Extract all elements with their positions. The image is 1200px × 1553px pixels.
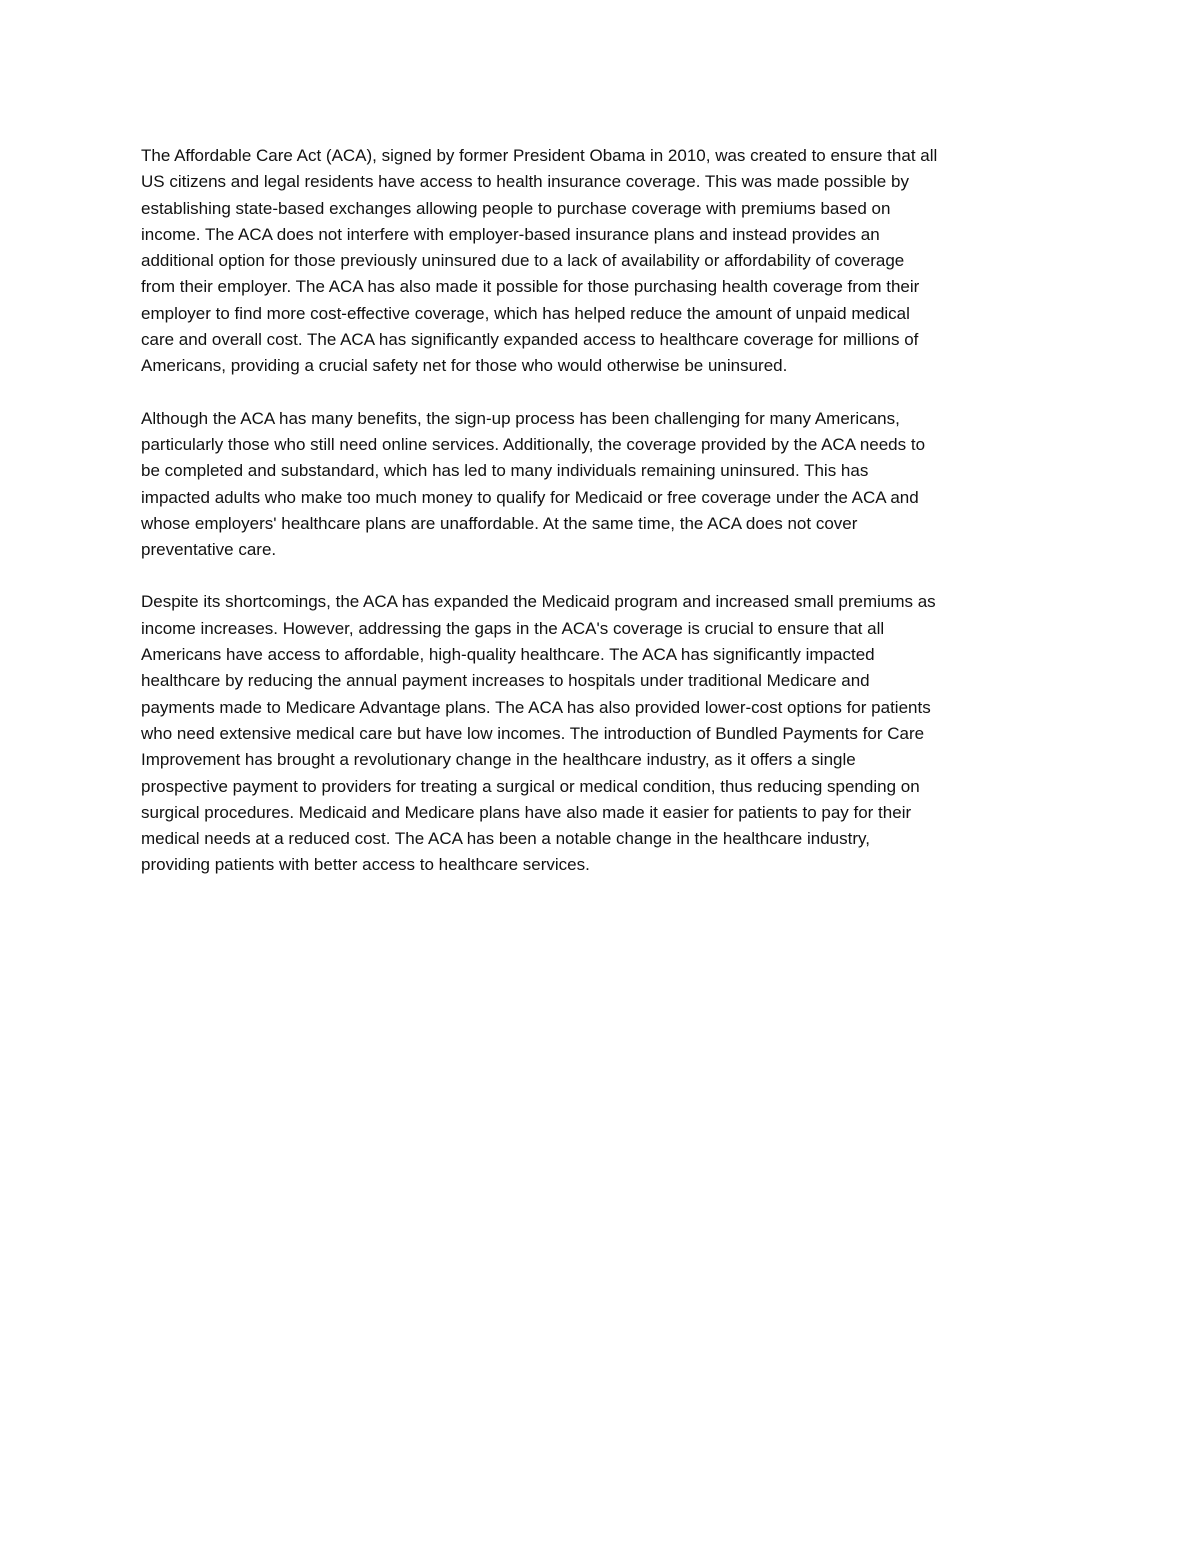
text-line: Americans, providing a crucial safety net for those who would otherwise be uninsured. xyxy=(141,356,788,376)
text-line: be completed and substandard, which has led to many individuals remaining uninsured. This has xyxy=(141,461,869,481)
text-line: care and overall cost. The ACA has significantly expanded access to healthcare coverage for millions of xyxy=(141,330,919,350)
text-line: particularly those who still need online services. Additionally, the coverage provided by the ACA needs to xyxy=(141,434,926,454)
text-line: Americans have access to affordable, high-quality healthcare. The ACA has significantly impacted xyxy=(141,645,875,665)
text-line: who need extensive medical care but have low incomes. The introduction of Bundled Payments for Care xyxy=(141,723,925,743)
paragraph-aca-challenges xyxy=(141,406,1063,564)
document-body xyxy=(141,143,1063,905)
text-line: Improvement has brought a revolutionary change in the healthcare industry, as it offers a single xyxy=(141,750,856,770)
text-line: medical needs at a reduced cost. The ACA has been a notable change in the healthcare industry, xyxy=(141,829,870,849)
text-line: US citizens and legal residents have access to health insurance coverage. This was made possible by xyxy=(141,172,909,192)
text-line: The Affordable Care Act (ACA), signed by former President Obama in 2010, was created to ensure that all xyxy=(141,146,938,165)
text-line: employer to find more cost-effective coverage, which has helped reduce the amount of unpaid medical xyxy=(141,303,910,323)
text-line: providing patients with better access to healthcare services. xyxy=(141,855,590,875)
text-line: Although the ACA has many benefits, the sign-up process has been challenging for many Americans, xyxy=(141,408,900,428)
text-line: income. The ACA does not interfere with employer-based insurance plans and instead provides an xyxy=(141,224,880,244)
text-line: preventative care. xyxy=(141,540,277,560)
paragraph-aca-overview xyxy=(141,143,1063,380)
text-line: prospective payment to providers for treating a surgical or medical condition, thus reducing spending on xyxy=(141,776,920,796)
text-line: Despite its shortcomings, the ACA has expanded the Medicaid program and increased small premiums as xyxy=(141,592,936,612)
text-line: whose employers' healthcare plans are unaffordable. At the same time, the ACA does not cover xyxy=(141,513,858,533)
text-line: healthcare by reducing the annual payment increases to hospitals under traditional Medicare and xyxy=(141,671,870,691)
text-line: impacted adults who make too much money to qualify for Medicaid or free coverage under the ACA and xyxy=(141,487,919,507)
paragraph-aca-impact xyxy=(141,589,1063,878)
text-line: payments made to Medicare Advantage plans. The ACA has also provided lower-cost options for patients xyxy=(141,697,931,717)
text-line: from their employer. The ACA has also made it possible for those purchasing health coverage from their xyxy=(141,277,920,297)
text-line: income increases. However, addressing the gaps in the ACA's coverage is crucial to ensure that all xyxy=(141,618,885,638)
text-line: additional option for those previously uninsured due to a lack of availability or affordability of coverage xyxy=(141,251,905,271)
text-line: establishing state-based exchanges allowing people to purchase coverage with premiums based on xyxy=(141,198,891,218)
text-line: surgical procedures. Medicaid and Medicare plans have also made it easier for patients to pay for their xyxy=(141,802,912,822)
